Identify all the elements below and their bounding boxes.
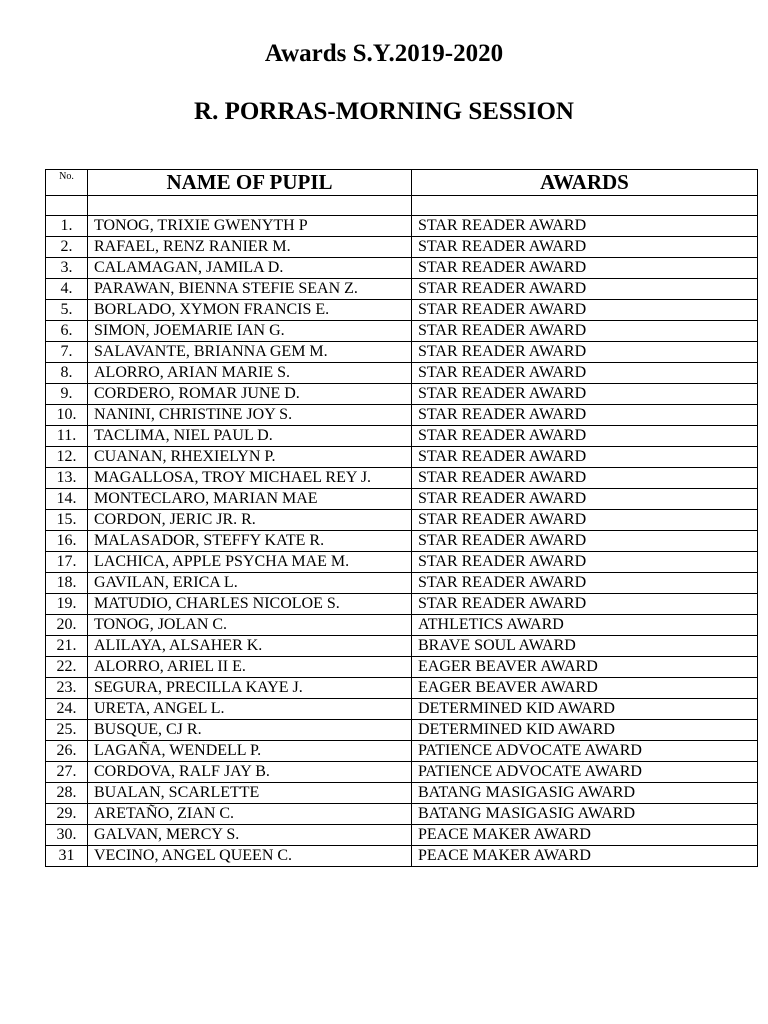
row-number: 23. bbox=[46, 678, 88, 699]
award-name: STAR READER AWARD bbox=[412, 447, 758, 468]
pupil-name: ALORRO, ARIEL II E. bbox=[88, 657, 412, 678]
table-row bbox=[46, 447, 758, 468]
award-name: DETERMINED KID AWARD bbox=[412, 699, 758, 720]
award-name: BATANG MASIGASIG AWARD bbox=[412, 804, 758, 825]
table-row bbox=[46, 510, 758, 531]
table-row bbox=[46, 552, 758, 573]
table-row bbox=[46, 636, 758, 657]
table-row bbox=[46, 300, 758, 321]
award-name: STAR READER AWARD bbox=[412, 279, 758, 300]
table-row bbox=[46, 594, 758, 615]
table-row bbox=[46, 657, 758, 678]
row-number: 11. bbox=[46, 426, 88, 447]
award-name: STAR READER AWARD bbox=[412, 405, 758, 426]
row-number: 6. bbox=[46, 321, 88, 342]
row-number: 8. bbox=[46, 363, 88, 384]
row-number: 19. bbox=[46, 594, 88, 615]
pupil-name: ARETAÑO, ZIAN C. bbox=[88, 804, 412, 825]
row-number: 10. bbox=[46, 405, 88, 426]
pupil-name: CORDOVA, RALF JAY B. bbox=[88, 762, 412, 783]
row-number: 25. bbox=[46, 720, 88, 741]
table-row bbox=[46, 321, 758, 342]
table-row bbox=[46, 846, 758, 867]
row-number: 21. bbox=[46, 636, 88, 657]
row-number: 12. bbox=[46, 447, 88, 468]
pupil-name: CORDON, JERIC JR. R. bbox=[88, 510, 412, 531]
blank-row bbox=[46, 196, 758, 216]
page-subtitle: R. PORRAS-MORNING SESSION bbox=[194, 98, 574, 125]
row-number: 27. bbox=[46, 762, 88, 783]
table-header-row bbox=[46, 170, 758, 196]
table-row bbox=[46, 741, 758, 762]
row-number: 18. bbox=[46, 573, 88, 594]
pupil-name: CALAMAGAN, JAMILA D. bbox=[88, 258, 412, 279]
table-row bbox=[46, 825, 758, 846]
award-name: STAR READER AWARD bbox=[412, 426, 758, 447]
pupil-name: GAVILAN, ERICA L. bbox=[88, 573, 412, 594]
award-name: PATIENCE ADVOCATE AWARD bbox=[412, 762, 758, 783]
table-row bbox=[46, 489, 758, 510]
award-name: PEACE MAKER AWARD bbox=[412, 825, 758, 846]
pupil-name: TONOG, JOLAN C. bbox=[88, 615, 412, 636]
pupil-name: SALAVANTE, BRIANNA GEM M. bbox=[88, 342, 412, 363]
award-name: STAR READER AWARD bbox=[412, 573, 758, 594]
pupil-name: MALASADOR, STEFFY KATE R. bbox=[88, 531, 412, 552]
page-title: Awards S.Y.2019-2020 bbox=[264, 40, 504, 67]
row-number: 4. bbox=[46, 279, 88, 300]
pupil-name: SIMON, JOEMARIE IAN G. bbox=[88, 321, 412, 342]
award-name: STAR READER AWARD bbox=[412, 552, 758, 573]
awards-table bbox=[45, 169, 758, 867]
row-number: 17. bbox=[46, 552, 88, 573]
award-name: STAR READER AWARD bbox=[412, 321, 758, 342]
row-number: 5. bbox=[46, 300, 88, 321]
row-number: 14. bbox=[46, 489, 88, 510]
table-row bbox=[46, 363, 758, 384]
row-number: 31 bbox=[46, 846, 88, 867]
table-row bbox=[46, 258, 758, 279]
pupil-name: TACLIMA, NIEL PAUL D. bbox=[88, 426, 412, 447]
award-name: STAR READER AWARD bbox=[412, 384, 758, 405]
pupil-name: CUANAN, RHEXIELYN P. bbox=[88, 447, 412, 468]
table-row bbox=[46, 720, 758, 741]
table-row bbox=[46, 699, 758, 720]
table-row bbox=[46, 783, 758, 804]
table-row bbox=[46, 762, 758, 783]
table-row bbox=[46, 405, 758, 426]
pupil-name: BORLADO, XYMON FRANCIS E. bbox=[88, 300, 412, 321]
row-number: 7. bbox=[46, 342, 88, 363]
award-name: DETERMINED KID AWARD bbox=[412, 720, 758, 741]
row-number: 24. bbox=[46, 699, 88, 720]
table-row bbox=[46, 384, 758, 405]
row-number: 26. bbox=[46, 741, 88, 762]
award-name: EAGER BEAVER AWARD bbox=[412, 678, 758, 699]
table-row bbox=[46, 237, 758, 258]
pupil-name: RAFAEL, RENZ RANIER M. bbox=[88, 237, 412, 258]
award-name: STAR READER AWARD bbox=[412, 300, 758, 321]
pupil-name: NANINI, CHRISTINE JOY S. bbox=[88, 405, 412, 426]
row-number: 20. bbox=[46, 615, 88, 636]
pupil-name: ALILAYA, ALSAHER K. bbox=[88, 636, 412, 657]
pupil-name: TONOG, TRIXIE GWENYTH P bbox=[88, 216, 412, 237]
table-row bbox=[46, 573, 758, 594]
header-name: NAME OF PUPIL bbox=[88, 170, 412, 196]
pupil-name: BUALAN, SCARLETTE bbox=[88, 783, 412, 804]
table-row bbox=[46, 468, 758, 489]
row-number: 2. bbox=[46, 237, 88, 258]
table-row bbox=[46, 615, 758, 636]
row-number: 9. bbox=[46, 384, 88, 405]
award-name: STAR READER AWARD bbox=[412, 489, 758, 510]
pupil-name: VECINO, ANGEL QUEEN C. bbox=[88, 846, 412, 867]
table-row bbox=[46, 678, 758, 699]
award-name: ATHLETICS AWARD bbox=[412, 615, 758, 636]
pupil-name: PARAWAN, BIENNA STEFIE SEAN Z. bbox=[88, 279, 412, 300]
award-name: BRAVE SOUL AWARD bbox=[412, 636, 758, 657]
award-name: EAGER BEAVER AWARD bbox=[412, 657, 758, 678]
table-row bbox=[46, 804, 758, 825]
pupil-name: MATUDIO, CHARLES NICOLOE S. bbox=[88, 594, 412, 615]
row-number: 30. bbox=[46, 825, 88, 846]
pupil-name: LACHICA, APPLE PSYCHA MAE M. bbox=[88, 552, 412, 573]
table-row bbox=[46, 216, 758, 237]
award-name: STAR READER AWARD bbox=[412, 216, 758, 237]
row-number: 3. bbox=[46, 258, 88, 279]
pupil-name: BUSQUE, CJ R. bbox=[88, 720, 412, 741]
pupil-name: URETA, ANGEL L. bbox=[88, 699, 412, 720]
award-name: STAR READER AWARD bbox=[412, 468, 758, 489]
row-number: 29. bbox=[46, 804, 88, 825]
table-row bbox=[46, 279, 758, 300]
row-number: 13. bbox=[46, 468, 88, 489]
row-number: 1. bbox=[46, 216, 88, 237]
row-number: 28. bbox=[46, 783, 88, 804]
award-name: STAR READER AWARD bbox=[412, 237, 758, 258]
award-name: STAR READER AWARD bbox=[412, 594, 758, 615]
row-number: 15. bbox=[46, 510, 88, 531]
pupil-name: SEGURA, PRECILLA KAYE J. bbox=[88, 678, 412, 699]
pupil-name: CORDERO, ROMAR JUNE D. bbox=[88, 384, 412, 405]
blank-cell bbox=[412, 196, 758, 216]
header-awards: AWARDS bbox=[412, 170, 758, 196]
row-number: 22. bbox=[46, 657, 88, 678]
award-name: STAR READER AWARD bbox=[412, 510, 758, 531]
pupil-name: GALVAN, MERCY S. bbox=[88, 825, 412, 846]
award-name: STAR READER AWARD bbox=[412, 258, 758, 279]
award-name: PATIENCE ADVOCATE AWARD bbox=[412, 741, 758, 762]
award-name: STAR READER AWARD bbox=[412, 342, 758, 363]
table-row bbox=[46, 531, 758, 552]
pupil-name: ALORRO, ARIAN MARIE S. bbox=[88, 363, 412, 384]
award-name: BATANG MASIGASIG AWARD bbox=[412, 783, 758, 804]
blank-cell bbox=[46, 196, 88, 216]
blank-cell bbox=[88, 196, 412, 216]
award-name: PEACE MAKER AWARD bbox=[412, 846, 758, 867]
header-number: No. bbox=[46, 170, 88, 196]
pupil-name: MAGALLOSA, TROY MICHAEL REY J. bbox=[88, 468, 412, 489]
pupil-name: LAGAÑA, WENDELL P. bbox=[88, 741, 412, 762]
pupil-name: MONTECLARO, MARIAN MAE bbox=[88, 489, 412, 510]
row-number: 16. bbox=[46, 531, 88, 552]
table-row bbox=[46, 426, 758, 447]
award-name: STAR READER AWARD bbox=[412, 363, 758, 384]
table-row bbox=[46, 342, 758, 363]
award-name: STAR READER AWARD bbox=[412, 531, 758, 552]
